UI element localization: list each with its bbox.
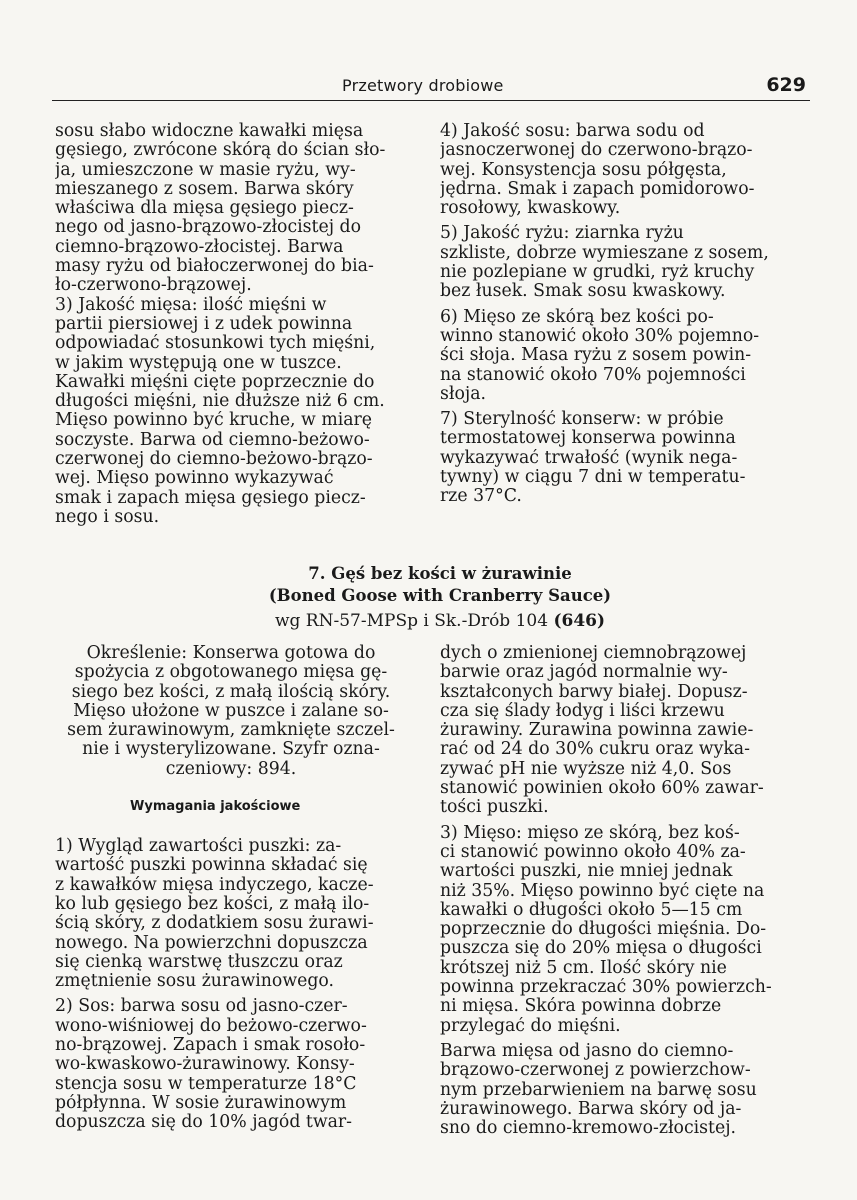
- text-line: puszcza się do 20% mięsa o długości: [440, 939, 762, 959]
- text-line: gęsiego, zwrócone skórą do ścian sło-: [55, 141, 386, 161]
- text-line: wartość puszki powinna składać się: [55, 856, 368, 876]
- text-line: winno stanowić około 30% pojemno-: [440, 326, 760, 346]
- text-line: 4) Jakość sosu: barwa sodu od: [440, 122, 705, 141]
- text-line: nym przebarwieniem na barwę sosu: [440, 1080, 757, 1100]
- text-line: tości puszki.: [440, 798, 549, 818]
- paragraph-appearance: [55, 837, 407, 991]
- text-line: wartości puszki, nie mniej jednak: [440, 862, 733, 882]
- text-line: poprzecznie do długości mięśnia. Do-: [440, 920, 767, 940]
- text-line: termostatowej konserwa powinna: [440, 429, 736, 449]
- text-line: cza się ślady łodyg i liści krzewu: [440, 701, 725, 721]
- text-line: ści słoja. Masa ryżu z sosem powin-: [440, 346, 752, 366]
- text-line: ko lub gęsiego bez kości, z małą ilo-: [55, 894, 370, 914]
- text-line: wykazywać trwałość (wynik nega-: [440, 448, 738, 468]
- text-line: sem żurawinowym, zamknięte szczel-: [67, 721, 395, 741]
- text-line: żurawiny. Żurawina powinna zawie-: [440, 721, 754, 741]
- text-line: kawałki o długości około 5—15 cm: [440, 900, 743, 920]
- text-line: Mięso powinno być kruche, w miarę: [55, 411, 373, 431]
- paragraph-meat-color: [440, 1042, 812, 1138]
- text-line: czerwonej do ciemno-beżowo-brązo-: [55, 450, 373, 470]
- standard-reference: wg RN-57-MPSp i Sk.-Drób 104: [274, 611, 549, 631]
- text-line: ścią skóry, z dodatkiem sosu żurawi-: [55, 914, 374, 934]
- text-line: nego i sosu.: [55, 507, 160, 527]
- text-line: 5) Jakość ryżu: ziarnka ryżu: [440, 224, 684, 244]
- text-line: krótszej niż 5 cm. Ilość skóry nie: [440, 958, 727, 978]
- paragraph-sterility: [440, 410, 812, 506]
- text-line: 3) Jakość mięsa: ilość mięśni w: [55, 295, 327, 315]
- text-line: ciemno-brązowo-złocistej. Barwa: [55, 237, 344, 257]
- text-line: na stanowić około 70% pojemności: [440, 365, 746, 385]
- text-line: 1) Wygląd zawartości puszki: za-: [55, 837, 342, 857]
- paragraph-meat: [440, 824, 812, 1036]
- text-line: smak i zapach mięsa gęsiego piecz-: [55, 488, 366, 508]
- definition-paragraph: [55, 644, 407, 779]
- text-line: nie pozlepiane w grudki, ryż kruchy: [440, 263, 755, 283]
- text-line: barwie oraz jagód normalnie wy-: [440, 663, 728, 683]
- text-line: półpłynna. W sosie żurawinowym: [55, 1093, 347, 1113]
- requirements-subheading: Wymagania jakościowe: [130, 799, 301, 815]
- text-line: dopuszcza się do 10% jagód twar-: [55, 1113, 353, 1133]
- text-line: soczyste. Barwa od ciemno-beżowo-: [55, 430, 370, 450]
- text-line: nego od jasno-brązowo-złocistej do: [55, 218, 362, 238]
- page-header: [52, 72, 810, 101]
- text-line: wej. Mięso powinno wykazywać: [55, 469, 334, 489]
- text-line: masy ryżu od białoczerwonej do bia-: [55, 257, 374, 277]
- text-line: z kawałków mięsa indyczego, kacze-: [55, 875, 374, 895]
- text-line: nowego. Na powierzchni dopuszcza: [55, 933, 368, 953]
- text-line: niż 35%. Mięso powinno być cięte na: [440, 881, 765, 901]
- text-line: bez łusek. Smak sosu kwaskowy.: [440, 282, 726, 302]
- text-line: wej. Konsystencja sosu półgęsta,: [440, 160, 727, 180]
- text-line: długości mięśni, nie dłuższe niż 6 cm.: [55, 392, 385, 412]
- text-line: szkliste, dobrze wymieszane z sosem,: [440, 243, 769, 263]
- text-line: powinna przekraczać 30% powierzch-: [440, 978, 772, 998]
- text-line: ło-czerwono-brązowej.: [55, 276, 252, 296]
- top-right-column: [440, 122, 812, 507]
- text-line: sno do ciemno-kremowo-złocistej.: [440, 1119, 737, 1139]
- text-line: żurawinowego. Barwa skóry od ja-: [440, 1099, 742, 1119]
- bottom-right-column: [440, 644, 812, 1138]
- page-number: 629: [766, 74, 806, 96]
- paragraph-sauce: [55, 997, 407, 1132]
- text-line: stencja sosu w temperaturze 18°C: [55, 1074, 357, 1094]
- text-line: jasnoczerwonej do czerwono-brązo-: [440, 141, 753, 161]
- text-line: przylegać do mięśni.: [440, 1016, 621, 1036]
- text-line: się cienką warstwę tłuszczu oraz: [55, 952, 343, 972]
- text-line: rosołowy, kwaskowy.: [440, 199, 621, 219]
- text-line: w jakim występują one w tuszce.: [55, 353, 342, 373]
- text-line: Barwa mięsa od jasno do ciemno-: [440, 1041, 734, 1061]
- text-line: brązowo-czerwonej z powierzchow-: [440, 1061, 751, 1081]
- text-line: Kawałki mięśni cięte poprzecznie do: [55, 372, 375, 392]
- text-line: właściwa dla mięsa gęsiego piecz-: [55, 199, 354, 219]
- text-line: ni mięsa. Skóra powinna dobrze: [440, 997, 722, 1017]
- text-line: odpowiadać stosunkowi tych mięśni,: [55, 334, 376, 354]
- text-line: 6) Mięso ze skórą bez kości po-: [440, 307, 714, 327]
- paragraph-meat-ratio: [440, 308, 812, 404]
- text-line: sosu słabo widoczne kawałki mięsa: [55, 122, 364, 141]
- text-line: zmętnienie sosu żurawinowego.: [55, 972, 335, 992]
- text-line: ja, umieszczone w masie ryżu, wy-: [55, 160, 356, 180]
- bottom-left-column: [55, 644, 407, 1133]
- section-reference: [240, 611, 640, 631]
- text-line: rze 37°C.: [440, 487, 522, 507]
- text-line: partii piersiowej i z udek powinna: [55, 314, 353, 334]
- text-line: dych o zmienionej ciemnobrązowej: [440, 644, 747, 663]
- text-line: Mięso ułożone w puszce i zalane so-: [73, 701, 389, 721]
- text-line: siego bez kości, z małą ilością skóry.: [71, 682, 391, 702]
- paragraph-rice-quality: [440, 224, 812, 301]
- text-line: stanowić powinien około 60% zawar-: [440, 779, 764, 799]
- text-line: spożycia z obgotowanego mięsa gę-: [74, 663, 388, 683]
- paragraph-sauce-continued: [440, 644, 812, 818]
- text-line: 3) Mięso: mięso ze skórą, bez koś-: [440, 823, 740, 843]
- text-line: ci stanowić powinno około 40% za-: [440, 842, 746, 862]
- text-line: no-brązowej. Zapach i smak rosoło-: [55, 1036, 366, 1056]
- paragraph-sauce-quality: [440, 122, 812, 218]
- text-line: 7) Sterylność konserw: w próbie: [440, 410, 724, 430]
- text-line: tywny) w ciągu 7 dni w temperatu-: [440, 468, 746, 488]
- text-line: słoja.: [440, 384, 487, 404]
- text-line: mieszanego z sosem. Barwa skóry: [55, 179, 354, 199]
- text-line: 2) Sos: barwa sosu od jasno-czer-: [55, 997, 348, 1017]
- reference-number: (646): [553, 611, 606, 631]
- text-line: zywać pH nie wyższe niż 4,0. Sos: [440, 759, 732, 779]
- text-line: jędrna. Smak i zapach pomidorowo-: [440, 179, 755, 199]
- top-left-column: [55, 122, 407, 527]
- text-line: nie i wysterylizowane. Szyfr ozna-: [82, 740, 380, 760]
- text-line: wo-kwaskowo-żurawinowy. Konsy-: [55, 1055, 355, 1075]
- text-line: czeniowy: 894.: [165, 759, 297, 779]
- text-line: wono-wiśniowej do beżowo-czerwo-: [55, 1016, 367, 1036]
- section-title: 7. Gęś bez kości w żurawinie: [308, 564, 572, 583]
- text-line: Określenie: Konserwa gotowa do: [86, 644, 376, 663]
- text-line: kształconych barwy białej. Dopusz-: [440, 682, 748, 702]
- section-title-english: (Boned Goose with Cranberry Sauce): [268, 586, 612, 605]
- running-title: Przetwory drobiowe: [342, 76, 504, 95]
- text-line: rać od 24 do 30% cukru oraz wyka-: [440, 740, 750, 760]
